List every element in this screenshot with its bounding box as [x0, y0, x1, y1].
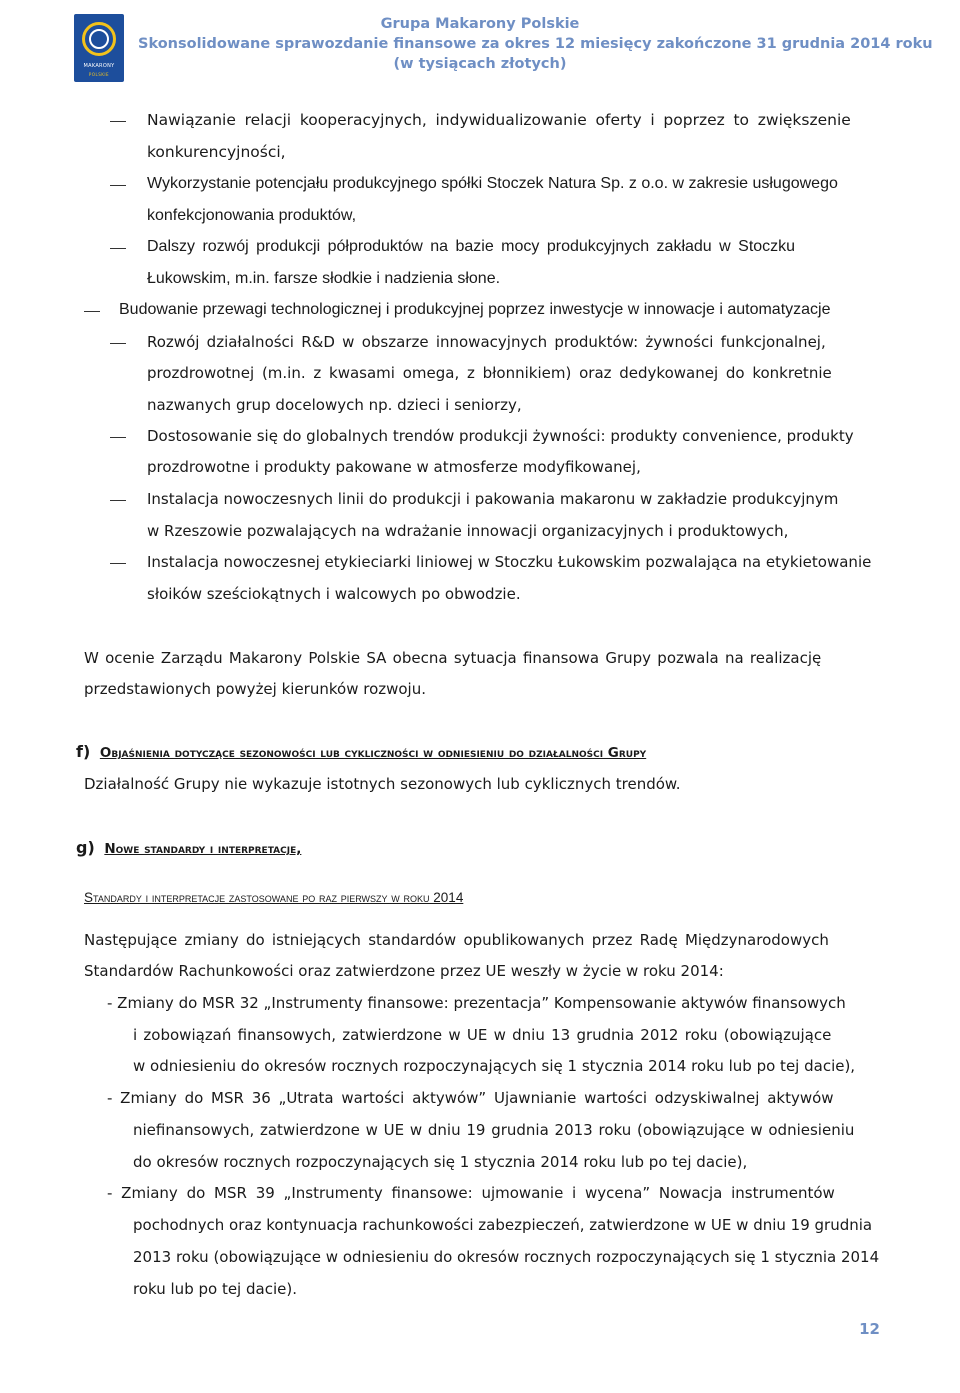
dash-bullet: [110, 185, 126, 186]
list-item-line: w odniesieniu do okresów rocznych rozpoczynających się 1 stycznia 2014 roku lub po tej dacie),: [133, 1057, 856, 1075]
bullet-line: Łukowskim, m.in. farsze słodkie i nadzienia słone.: [147, 270, 501, 287]
header-units: (w tysiącach złotych): [393, 56, 567, 72]
logo-subtext: POLSKIE: [88, 72, 110, 77]
section-g-heading: [76, 838, 301, 857]
bullet-line: nazwanych grup docelowych np. dzieci i seniorzy,: [147, 396, 522, 414]
bullet-line: w Rzeszowie pozwalających na wdrażanie innowacji organizacyjnych i produktowych,: [147, 522, 789, 540]
subsection-heading: Standardy i interpretacje zastosowane po raz pierwszy w roku 2014: [84, 890, 464, 905]
section-title: Objaśnienia dotyczące sezonowości lub cykliczności w odniesieniu do działalności Grupy: [99, 745, 647, 761]
bullet-line: Wykorzystanie potencjału produkcyjnego spółki Stoczek Natura Sp. z o.o. w zakresie usługowego: [147, 175, 838, 192]
page-number: 12: [859, 1320, 880, 1338]
list-item-line: do okresów rocznych rozpoczynających się 1 stycznia 2014 roku lub po tej dacie),: [133, 1153, 748, 1171]
bullet-line: Instalacja nowoczesnej etykieciarki liniowej w Stoczku Łukowskim pozwalająca na etykietowanie: [147, 553, 872, 571]
dash-bullet: [110, 563, 126, 564]
list-item-line: - Zmiany do MSR 36 „Utrata wartości aktywów” Ujawnianie wartości odzyskiwalnej aktywów: [107, 1089, 834, 1107]
bullet-line: prozdrowotnej (m.in. z kwasami omega, z błonnikiem) oraz dedykowanej do konkretnie: [147, 364, 832, 382]
dash-bullet: [110, 248, 126, 249]
bullet-line: konfekcjonowania produktów,: [147, 207, 357, 224]
section-letter: g): [76, 838, 95, 857]
bullet-line: Rozwój działalności R&D w obszarze innowacyjnych produktów: żywności funkcjonalnej,: [147, 333, 826, 351]
dash-bullet: [110, 121, 126, 122]
bullet-line: Instalacja nowoczesnych linii do produkcji i pakowania makaronu w zakładzie produkcyjnym: [147, 490, 839, 508]
list-item-line: i zobowiązań finansowych, zatwierdzone w UE w dniu 13 grudnia 2012 roku (obowiązujące: [133, 1026, 832, 1044]
paragraph-line: W ocenie Zarządu Makarony Polskie SA obecna sytuacja finansowa Grupy pozwala na realizację: [84, 649, 822, 667]
bullet-line: słoików sześciokątnych i walcowych po obwodzie.: [147, 585, 521, 603]
paragraph-line: Działalność Grupy nie wykazuje istotnych sezonowych lub cyklicznych trendów.: [84, 775, 681, 793]
dash-bullet: [110, 437, 126, 438]
logo-inner-ring-icon: [89, 29, 109, 49]
bullet-line: prozdrowotne i produkty pakowane w atmosferze modyfikowanej,: [147, 458, 641, 476]
bullet-line: Dostosowanie się do globalnych trendów produkcji żywności: produkty convenience, produkty: [147, 427, 854, 445]
dash-bullet: [110, 500, 126, 501]
logo-text: MAKARONY: [83, 63, 115, 69]
list-item-line: - Zmiany do MSR 32 „Instrumenty finansowe: prezentacja” Kompensowanie aktywów finansowych: [107, 994, 846, 1012]
list-item-line: niefinansowych, zatwierdzone w UE w dniu 19 grudnia 2013 roku (obowiązujące w odniesieniu: [133, 1121, 855, 1139]
dash-bullet: [84, 311, 100, 312]
dash-bullet: [110, 343, 126, 344]
bullet-line: Dalszy rozwój produkcji półproduktów na bazie mocy produkcyjnych zakładu w Stoczku: [147, 238, 796, 255]
list-item-line: roku lub po tej dacie).: [133, 1280, 297, 1298]
list-item-line: - Zmiany do MSR 39 „Instrumenty finansowe: ujmowanie i wycena” Nowacja instrumentów: [107, 1184, 835, 1202]
company-logo: [74, 14, 124, 82]
section-f-heading: [76, 742, 646, 761]
bullet-line: konkurencyjności,: [147, 143, 286, 161]
list-item-line: 2013 roku (obowiązujące w odniesieniu do okresów rocznych rozpoczynających się 1 stycznia 2014: [133, 1248, 880, 1266]
list-item-line: pochodnych oraz kontynuacja rachunkowości zabezpieczeń, zatwierdzone w UE w dniu 19 grudnia: [133, 1216, 873, 1234]
header-report-title: Skonsolidowane sprawozdanie finansowe za okres 12 miesięcy zakończone 31 grudnia 2014 roku: [138, 36, 933, 52]
paragraph-line: Standardów Rachunkowości oraz zatwierdzone przez UE weszły w życie w roku 2014:: [84, 962, 724, 980]
paragraph-line: Następujące zmiany do istniejących standardów opublikowanych przez Radę Międzynarodowych: [84, 931, 829, 949]
bullet-line: Budowanie przewagi technologicznej i produkcyjnej poprzez inwestycje w innowacje i automatyzacje: [119, 301, 831, 318]
bullet-line: Nawiązanie relacji kooperacyjnych, indywidualizowanie oferty i poprzez to zwiększenie: [147, 111, 851, 129]
section-title: Nowe standardy i interpretacje,: [104, 841, 302, 857]
paragraph-line: przedstawionych powyżej kierunków rozwoju.: [84, 680, 427, 698]
section-letter: f): [76, 742, 91, 761]
header-company: Grupa Makarony Polskie: [380, 16, 580, 32]
